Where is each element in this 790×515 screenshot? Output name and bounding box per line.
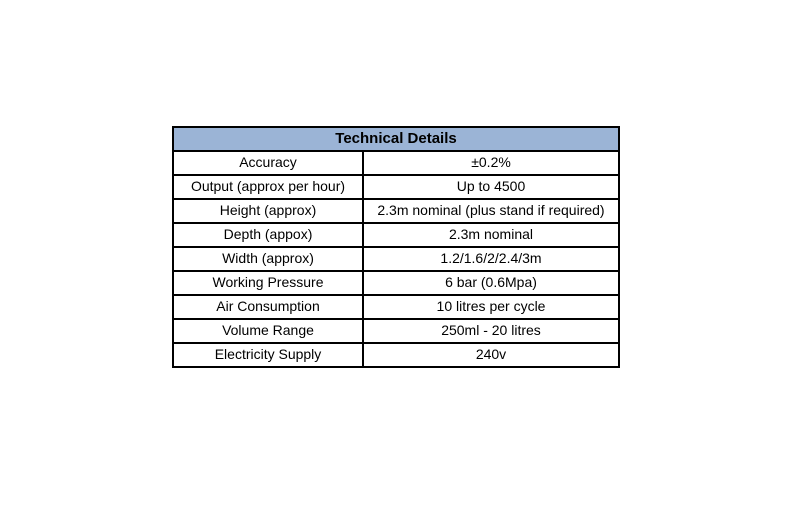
spec-value: 240v — [363, 343, 619, 367]
spec-label: Volume Range — [173, 319, 363, 343]
table-header-row — [173, 127, 619, 151]
spec-label: Accuracy — [173, 151, 363, 175]
spec-label: Depth (appox) — [173, 223, 363, 247]
spec-value: 1.2/1.6/2/2.4/3m — [363, 247, 619, 271]
spec-value: 6 bar (0.6Mpa) — [363, 271, 619, 295]
spec-label: Output (approx per hour) — [173, 175, 363, 199]
spec-value: ±0.2% — [363, 151, 619, 175]
table-row — [173, 271, 619, 295]
table-row — [173, 175, 619, 199]
table-row — [173, 319, 619, 343]
spec-value: 2.3m nominal (plus stand if required) — [363, 199, 619, 223]
technical-details-table — [172, 126, 620, 368]
table-row — [173, 343, 619, 367]
table-row — [173, 295, 619, 319]
spec-value: 2.3m nominal — [363, 223, 619, 247]
spec-label: Air Consumption — [173, 295, 363, 319]
table-row — [173, 223, 619, 247]
spec-label: Width (approx) — [173, 247, 363, 271]
spec-label: Working Pressure — [173, 271, 363, 295]
spec-value: 10 litres per cycle — [363, 295, 619, 319]
table-row — [173, 247, 619, 271]
table-row — [173, 151, 619, 175]
spec-value: Up to 4500 — [363, 175, 619, 199]
table-row — [173, 199, 619, 223]
spec-value: 250ml - 20 litres — [363, 319, 619, 343]
spec-label: Height (approx) — [173, 199, 363, 223]
spec-label: Electricity Supply — [173, 343, 363, 367]
table-title: Technical Details — [173, 127, 619, 151]
